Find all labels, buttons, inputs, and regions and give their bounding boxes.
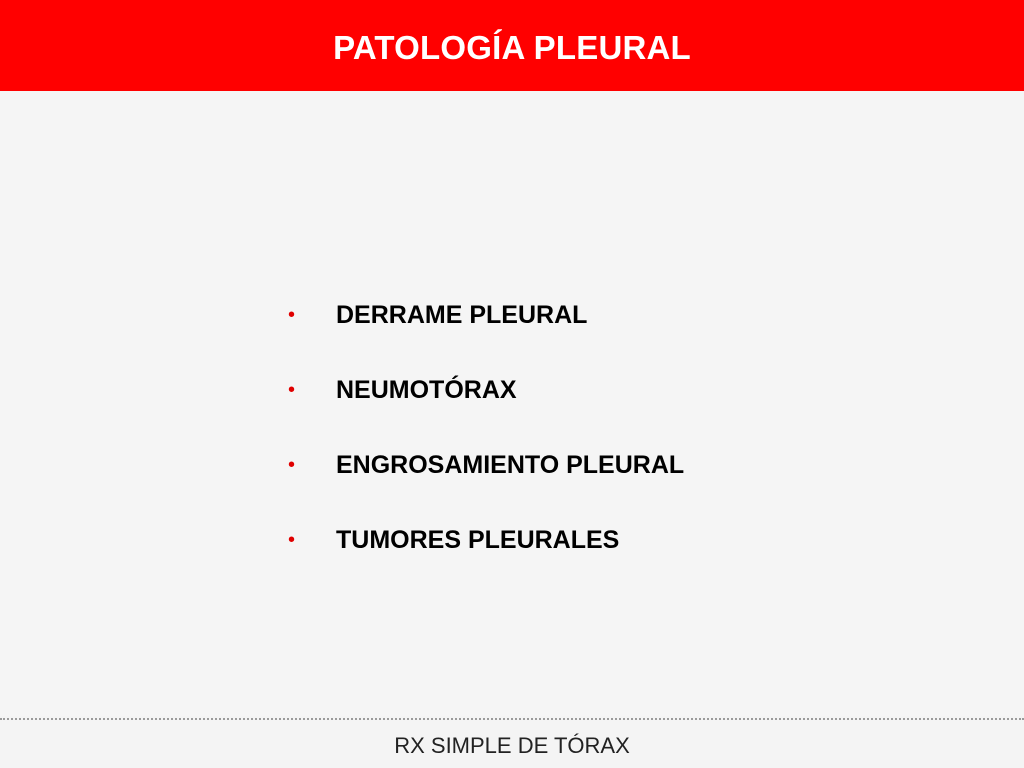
slide-header bbox=[0, 0, 1024, 91]
slide-footer: RX SIMPLE DE TÓRAX bbox=[394, 733, 630, 758]
slide-title: PATOLOGÍA PLEURAL bbox=[333, 29, 691, 66]
footer-divider bbox=[0, 718, 1024, 720]
bullet-text: ENGROSAMIENTO PLEURAL bbox=[336, 451, 685, 479]
bullet-text: TUMORES PLEURALES bbox=[336, 526, 620, 554]
bullet-marker-icon: • bbox=[288, 454, 296, 476]
bullet-text: NEUMOTÓRAX bbox=[336, 376, 517, 404]
bullet-marker-icon: • bbox=[288, 304, 296, 326]
bullet-marker-icon: • bbox=[288, 379, 296, 401]
bullet-marker-icon: • bbox=[288, 529, 296, 551]
bullet-text: DERRAME PLEURAL bbox=[336, 301, 588, 329]
